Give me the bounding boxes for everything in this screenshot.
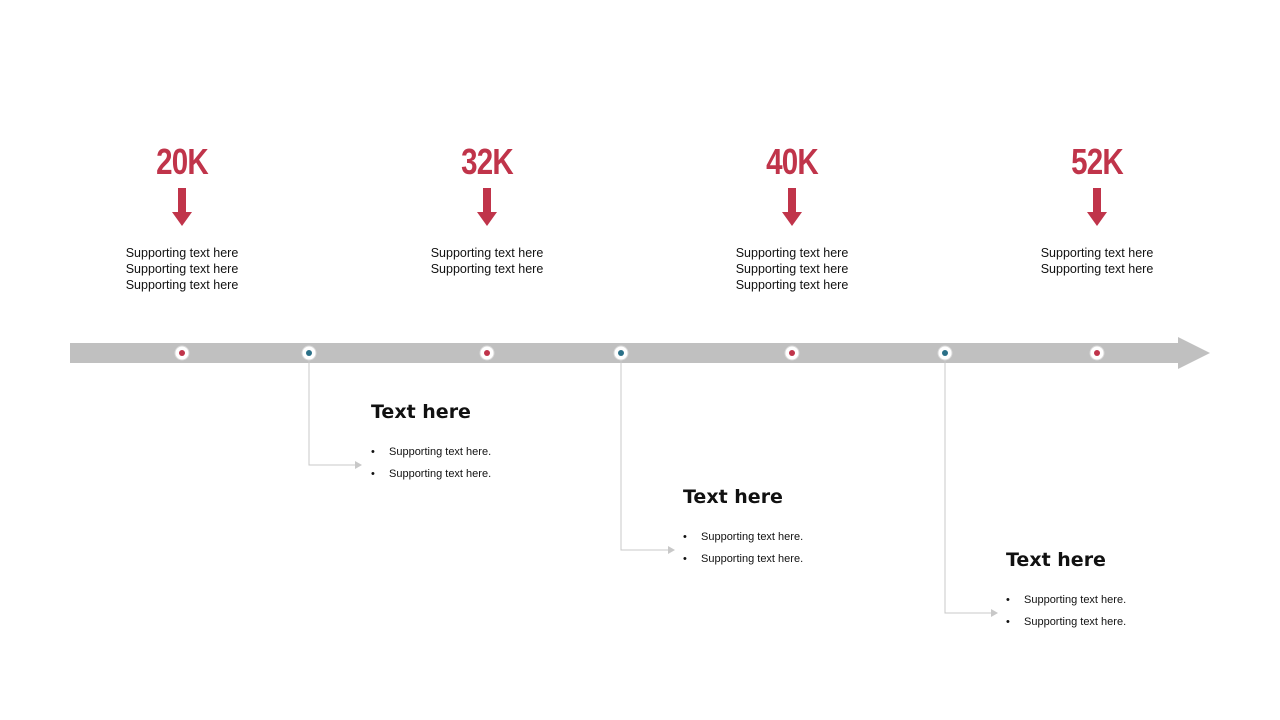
callout-1 — [371, 400, 491, 485]
milestone-support — [997, 245, 1197, 277]
milestone-value: 20K — [156, 141, 208, 182]
bullet-item: • Supporting text here. — [1006, 611, 1126, 633]
timeline-dot-red — [480, 346, 494, 360]
down-arrow-icon — [1090, 188, 1104, 228]
support-line: Supporting text here — [735, 278, 849, 292]
support-line: Supporting text here — [1040, 246, 1154, 260]
milestone-support — [82, 245, 282, 293]
timeline-dot-red — [1090, 346, 1104, 360]
down-arrow-icon — [480, 188, 494, 228]
milestone-support — [692, 245, 892, 293]
support-line: Supporting text here — [735, 262, 849, 276]
callout-2 — [683, 485, 803, 570]
support-line: Supporting text here — [430, 262, 544, 276]
milestone-value: 40K — [766, 141, 818, 182]
callout-heading: Text here — [683, 486, 783, 508]
bullet-item: • Supporting text here. — [371, 463, 491, 485]
down-arrow-icon — [175, 188, 189, 228]
support-line: Supporting text here — [125, 278, 239, 292]
timeline-dot-teal — [614, 346, 628, 360]
bullet-item: • Supporting text here. — [683, 548, 803, 570]
support-line: Supporting text here — [735, 246, 849, 260]
callout-3 — [1006, 548, 1126, 633]
support-line: Supporting text here — [430, 246, 544, 260]
down-arrow-icon — [785, 188, 799, 228]
milestone-2 — [387, 141, 587, 276]
callout-heading: Text here — [371, 401, 471, 423]
connector-line-3 — [945, 353, 994, 613]
support-line: Supporting text here — [125, 246, 239, 260]
connector-line-1 — [309, 353, 358, 465]
timeline-dot-teal — [938, 346, 952, 360]
connector-arrowhead-3 — [991, 609, 998, 617]
milestone-4 — [997, 141, 1197, 276]
callout-bullets — [1006, 589, 1126, 633]
timeline-dot-red — [785, 346, 799, 360]
timeline-dot-teal — [302, 346, 316, 360]
support-line: Supporting text here — [1040, 262, 1154, 276]
callout-bullets — [683, 526, 803, 570]
support-line: Supporting text here — [125, 262, 239, 276]
connector-arrowhead-1 — [355, 461, 362, 469]
connector-line-2 — [621, 353, 671, 550]
callout-bullets — [371, 441, 491, 485]
milestone-support — [387, 245, 587, 277]
connector-arrowhead-2 — [668, 546, 675, 554]
timeline-dot-red — [175, 346, 189, 360]
bullet-item: • Supporting text here. — [1006, 589, 1126, 611]
milestone-value: 32K — [461, 141, 513, 182]
timeline-arrow — [70, 337, 1210, 369]
milestone-3 — [692, 141, 892, 292]
milestone-value: 52K — [1071, 141, 1123, 182]
bullet-item: • Supporting text here. — [371, 441, 491, 463]
bullet-item: • Supporting text here. — [683, 526, 803, 548]
callout-heading: Text here — [1006, 549, 1106, 571]
milestone-1 — [82, 141, 282, 292]
